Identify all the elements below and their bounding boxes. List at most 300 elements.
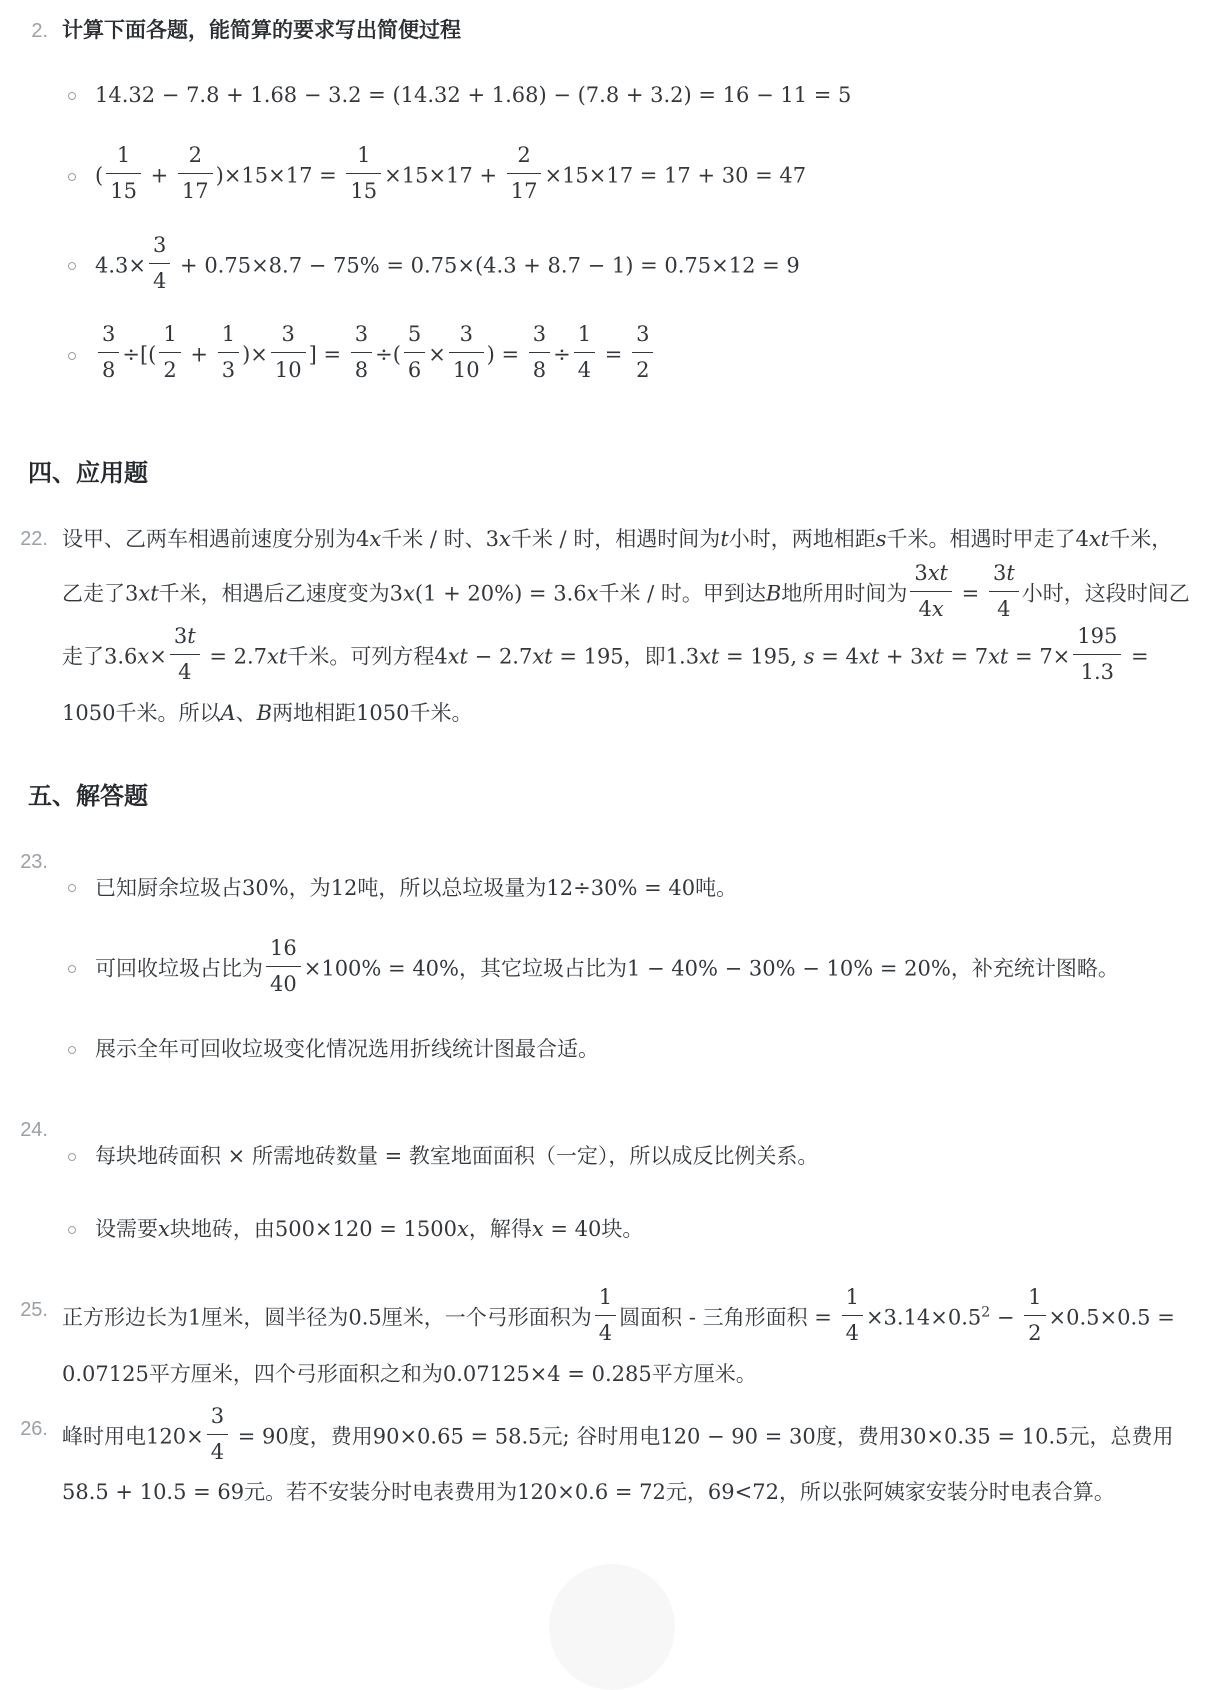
problem-item (18, 1107, 1190, 1279)
math-run: = 195, (719, 644, 804, 669)
text-run: 教室地面面积（一定），所以成反比例关系。 (408, 1145, 819, 1168)
math-run: 3 (210, 1403, 225, 1428)
math-run: ) = (486, 342, 526, 367)
fraction-denominator (106, 174, 141, 205)
fraction-denominator (266, 967, 301, 998)
text-run: 圆面积 (619, 1306, 683, 1330)
item-number: 26. (20, 1417, 48, 1440)
bullet-text (95, 1027, 1190, 1073)
math-variable: xt (923, 644, 944, 669)
fraction (178, 142, 213, 206)
math-run: 1 (577, 322, 592, 346)
math-variable: s (875, 526, 887, 551)
math-run: - (682, 1305, 703, 1330)
math-run: 15 (350, 179, 378, 204)
text-run: 时。甲到达 (660, 581, 766, 605)
text-run: 可回收垃圾占比为 (95, 956, 263, 980)
math-run: 4 (1075, 526, 1089, 551)
fraction-denominator (404, 353, 425, 384)
fraction-denominator (170, 655, 200, 686)
text-run: 吨。 (695, 876, 738, 900)
text-run: ，解得 (468, 1218, 532, 1241)
math-run: ×3.14×0.5 (865, 1305, 982, 1330)
math-run: 4 (598, 1321, 613, 1346)
math-run: 500×120 = 1500 (274, 1217, 457, 1241)
math-variable: t (720, 526, 729, 551)
math-run: 1 (598, 1285, 613, 1309)
text-run: 厘米，一个弓形面积为 (381, 1306, 592, 1330)
text-run: 千米。所以 (115, 701, 221, 725)
math-run: × (428, 342, 446, 367)
bullet-item (62, 145, 1190, 209)
fraction-numerator (266, 935, 301, 967)
bullet-text (95, 1206, 1190, 1253)
text-run: ，为 (288, 876, 331, 900)
math-run: 3 (914, 560, 928, 585)
item-body (62, 1287, 1190, 1398)
fraction-numerator (207, 1403, 228, 1435)
math-run: 8 (102, 358, 116, 383)
math-run: 16 (270, 935, 297, 960)
fraction-numerator (159, 321, 180, 353)
text-run: 、 (235, 701, 257, 725)
math-run: 1 (357, 143, 371, 167)
fraction-denominator (842, 1316, 863, 1347)
bullet-marker (62, 1148, 95, 1166)
fraction-denominator (351, 353, 372, 384)
text-run: 时、 (443, 527, 486, 551)
math-run: 3 (102, 322, 116, 346)
fraction-numerator (910, 560, 952, 592)
item-number: 22. (20, 527, 48, 550)
bullet-text (95, 935, 1190, 1002)
circle-bullet-icon (68, 1046, 76, 1054)
math-run: 3 (153, 232, 167, 257)
math-run: / (552, 526, 574, 551)
fraction-denominator (595, 1316, 616, 1347)
math-run: 2 (163, 358, 177, 383)
math-run: ; (562, 1423, 577, 1448)
math-run: 14.32 − 7.8 + 1.68 − 3.2 = (14.32 + 1.68) − (7.8 + 3.2) = 16 − 11 = 5 (95, 83, 852, 107)
text-run: 地所用时间为 (781, 581, 908, 605)
math-run: 2 (517, 143, 531, 167)
bullet-text (95, 324, 1190, 388)
bullet-marker (62, 1041, 95, 1059)
problem-item (18, 839, 1190, 1100)
math-variable: xt (699, 644, 720, 669)
fraction-numerator (507, 142, 542, 174)
math-run: × (149, 644, 167, 669)
math-run: 0.07125×4 = 0.285 (442, 1361, 652, 1386)
math-run: 0.5 (348, 1305, 382, 1330)
math-variable: xt (988, 644, 1009, 669)
math-run: 30% (242, 875, 289, 900)
text-run: 正方形边长为 (62, 1306, 188, 1330)
text-run: 元。若不安装分时电表费用为 (244, 1481, 518, 1504)
circle-bullet-icon (68, 1153, 76, 1161)
math-run: 4 (577, 358, 592, 383)
math-run: ÷[( (122, 342, 157, 367)
text-run: 千米。 (409, 701, 473, 725)
text-run: 块。 (601, 1218, 644, 1241)
fraction (266, 935, 301, 999)
fraction-denominator (207, 1435, 228, 1466)
fraction-numerator (574, 321, 595, 353)
text-run: 元，总费用 (1068, 1424, 1174, 1448)
math-run: 3 (992, 560, 1007, 585)
math-variable: B (256, 700, 273, 725)
fraction-numerator (1024, 1284, 1045, 1316)
circle-bullet-icon (68, 173, 76, 181)
bullet-item (62, 1206, 1190, 1253)
math-run: 2 (1028, 1321, 1042, 1346)
fraction (404, 321, 425, 385)
math-variable: x (158, 1217, 170, 1241)
bullet-marker (62, 879, 95, 897)
text-run: 三角形面积 (702, 1306, 808, 1330)
fraction-numerator (351, 321, 372, 353)
text-run: 度，费用 (815, 1424, 900, 1448)
text-run: 平方厘米。 (651, 1362, 757, 1386)
bullet-item (62, 324, 1190, 388)
fraction (218, 321, 239, 385)
math-run: 40 (270, 971, 297, 996)
math-run: 10 (452, 358, 480, 383)
math-run: 58.5 + 10.5 = 69 (62, 1480, 245, 1504)
fraction (1024, 1284, 1045, 1348)
fraction-numerator (1073, 623, 1121, 655)
math-run: 8 (354, 358, 369, 383)
math-run: 1 − 40% − 30% − 10% = 20% (627, 955, 951, 980)
bullet-item (62, 935, 1190, 1002)
math-run: = 1050 (62, 644, 1149, 725)
item-number: 24. (20, 1119, 48, 1141)
item-body (62, 1107, 1190, 1279)
bullet-text (95, 232, 1190, 299)
text-run: 吨，所以总垃圾量为 (357, 876, 547, 900)
fraction-denominator (149, 264, 170, 295)
fraction (989, 560, 1019, 624)
math-run: 17 (181, 179, 209, 204)
text-run: ，即 (623, 645, 666, 669)
math-run: 120 − 90 = 30 (660, 1423, 816, 1448)
math-run: 3 (389, 580, 404, 605)
math-run: 3 (221, 358, 236, 383)
text-run: 千米，乙走了 (62, 527, 1173, 605)
section-heading: 五、解答题 (28, 782, 148, 810)
math-run: )× (242, 342, 268, 367)
bullet-text (95, 72, 1190, 119)
circle-bullet-icon (68, 352, 76, 360)
fraction-denominator (632, 353, 653, 384)
fraction-numerator (106, 142, 141, 174)
math-run: 1.3 (665, 644, 700, 669)
text-run: 展示全年可回收垃圾变化情况选用折线统计图最合适。 (95, 1038, 599, 1061)
math-variable: xt (138, 580, 159, 605)
bullet-item (62, 1027, 1190, 1073)
fraction-denominator (574, 353, 595, 384)
math-run: 3 (459, 322, 473, 346)
math-run: = 40 (543, 1217, 602, 1241)
math-run: 1 (1028, 1285, 1042, 1309)
math-run: 2 (636, 358, 650, 383)
text-run: ，所以张阿姨家安装分时电表合算。 (778, 1481, 1115, 1504)
math-variable: t (1006, 560, 1015, 585)
math-variable: x (369, 526, 382, 551)
math-run: 30×0.35 = 10.5 (899, 1423, 1069, 1448)
circle-bullet-icon (68, 884, 76, 892)
math-variable: x (499, 526, 511, 551)
math-run: = 195 (552, 644, 624, 669)
math-run: 12÷30% = 40 (546, 875, 696, 900)
item-body (62, 16, 1190, 414)
math-variable: xt (927, 560, 948, 585)
math-run: = (807, 1305, 839, 1330)
text-run: 设甲、乙两车相遇前速度分别为 (62, 527, 356, 551)
math-variable: s (803, 644, 815, 669)
fraction-numerator (271, 321, 306, 353)
paragraph (62, 516, 1190, 737)
text-run: 设需要 (95, 1218, 158, 1241)
fraction (149, 232, 170, 296)
text-run: 小时，两地相距 (728, 527, 876, 551)
section-heading: 四、应用题 (28, 459, 148, 487)
text-run: 两地相距 (272, 701, 357, 725)
problem-item (18, 1287, 1190, 1398)
text-run: 时，相遇时间为 (573, 527, 721, 551)
math-run: 3 (532, 322, 547, 346)
fraction (170, 623, 200, 687)
bullet-marker (62, 347, 95, 365)
fraction (346, 142, 381, 206)
item-number: 23. (20, 850, 48, 873)
paragraph (62, 1403, 1190, 1517)
math-variable: x (137, 644, 150, 669)
math-run: ×15×17 = 17 + 30 = 47 (544, 163, 807, 188)
math-run: 120× (146, 1423, 204, 1448)
fraction-denominator (1024, 1316, 1045, 1347)
text-run: 平方厘米，四个弓形面积之和为 (148, 1362, 443, 1386)
circle-bullet-icon (68, 965, 76, 973)
math-variable: x (931, 596, 944, 621)
fraction-numerator (149, 232, 170, 264)
fraction-denominator (449, 353, 484, 384)
text-run: 千米 (598, 581, 641, 605)
fraction (910, 560, 952, 624)
math-run: 120×0.6 = 72 (517, 1480, 666, 1504)
document-content (18, 16, 1190, 1516)
fraction-numerator (178, 142, 213, 174)
math-run: 3 (125, 580, 139, 605)
fraction (507, 142, 542, 206)
fraction (632, 321, 653, 385)
text-run: 元 (541, 1424, 563, 1448)
math-run: 1 (163, 322, 177, 346)
bullet-marker (62, 87, 95, 105)
fraction (842, 1284, 863, 1348)
fraction-denominator (507, 174, 542, 205)
math-variable: xt (447, 644, 468, 669)
math-run: 4.3× (95, 252, 146, 277)
math-run: = (598, 342, 630, 367)
fraction-numerator (404, 321, 425, 353)
item-body (62, 1403, 1190, 1517)
math-run: 8 (532, 358, 547, 383)
fraction (595, 1284, 616, 1348)
fraction-denominator (98, 353, 119, 384)
math-run: 1050 (356, 700, 410, 725)
fraction-denominator (910, 592, 952, 623)
text-run: 度，费用 (288, 1424, 373, 1448)
fraction (106, 142, 141, 206)
fraction (529, 321, 550, 385)
math-variable: A (220, 700, 236, 725)
math-run: 15 (110, 179, 137, 204)
math-run: 4 (845, 1321, 859, 1346)
fraction-numerator (98, 321, 119, 353)
math-run: + (183, 342, 215, 367)
problem-item (18, 1403, 1190, 1517)
fraction (271, 321, 306, 385)
fraction-numerator (595, 1284, 616, 1316)
text-run: 已知厨余垃圾占 (95, 876, 242, 900)
fraction-denominator (529, 353, 550, 384)
math-run: ×0.5×0.5 = 0.07125 (62, 1305, 1175, 1386)
item-body (62, 516, 1190, 737)
math-run: × (221, 1144, 252, 1168)
math-run: − 2.7 (468, 644, 533, 669)
text-run: 谷时用电 (576, 1424, 661, 1448)
circle-bullet-icon (68, 92, 76, 100)
problem-item (18, 516, 1190, 737)
math-run: 17 (510, 179, 538, 204)
fraction-numerator (449, 321, 484, 353)
text-run: 千米，相遇后乙速度变为 (158, 581, 390, 605)
math-run: 6 (407, 358, 422, 383)
fraction-denominator (1073, 655, 1121, 686)
text-run: 千米。相遇时甲走了 (886, 527, 1076, 551)
math-run: + 3 (879, 644, 924, 669)
math-variable: x (403, 580, 415, 605)
bullet-marker (62, 960, 95, 978)
fraction-denominator (271, 353, 306, 384)
math-run: ] = (308, 342, 348, 367)
fraction-denominator (159, 353, 180, 384)
math-run: 2 (188, 143, 202, 167)
text-run: 元， (665, 1481, 708, 1504)
math-run: 5 (407, 322, 422, 346)
math-variable: x (531, 1217, 544, 1241)
math-run: = 90 (231, 1423, 289, 1448)
fraction (159, 321, 180, 385)
fraction-numerator (529, 321, 550, 353)
math-run: 4 (356, 526, 370, 551)
math-variable: xt (532, 644, 553, 669)
fraction-numerator (218, 321, 239, 353)
fraction (574, 321, 595, 385)
text-run: 千米 (381, 527, 424, 551)
superscript: 2 (981, 1304, 991, 1321)
math-run: 69<72 (707, 1480, 779, 1504)
math-run: / (640, 580, 661, 605)
fraction (207, 1403, 228, 1467)
math-run: 3.6 (104, 644, 138, 669)
math-run: 4 (210, 1439, 225, 1464)
fraction (351, 321, 372, 385)
fraction (1073, 623, 1121, 687)
fraction-numerator (632, 321, 653, 353)
math-run: 10 (274, 358, 302, 383)
bullet-item (62, 232, 1190, 299)
math-run: = (955, 580, 986, 605)
math-run: 3 (173, 624, 188, 648)
paragraph (62, 1287, 1190, 1398)
bullet-marker (62, 168, 95, 186)
bullet-item (62, 72, 1190, 119)
fraction-denominator (178, 174, 213, 205)
circle-bullet-icon (68, 1226, 76, 1234)
fraction-numerator (842, 1284, 863, 1316)
math-run: 1.3 (1080, 660, 1115, 685)
math-run: = 2.7 (202, 644, 268, 669)
math-run: 4 (178, 660, 192, 685)
item-title: 计算下面各题，能简算的要求写出简便过程 (62, 19, 461, 42)
math-variable: t (187, 624, 196, 648)
math-variable: xt (858, 644, 880, 669)
bullet-item (62, 1133, 1190, 1180)
math-run: + 0.75×8.7 − 75% = 0.75×(4.3 + 8.7 − 1) = 0.75×12 = 9 (173, 252, 800, 277)
text-run: 所需地砖数量 (251, 1145, 378, 1168)
math-variable: xt (267, 644, 288, 669)
math-run: − (990, 1305, 1022, 1330)
math-run: 1 (221, 322, 236, 346)
math-run: 195 (1077, 624, 1118, 648)
math-run: 4 (997, 596, 1011, 621)
bullet-text (95, 865, 1190, 912)
bullet-text (95, 1133, 1190, 1180)
math-run: 90×0.65 = 58.5 (372, 1423, 542, 1448)
text-run: ，补充统计图略。 (950, 956, 1119, 980)
math-run: 3 (485, 526, 500, 551)
math-run: = 7 (943, 644, 989, 669)
math-run: + (143, 163, 175, 188)
math-run: = 7× (1008, 644, 1071, 669)
fraction-numerator (346, 142, 381, 174)
math-run: 1 (188, 1305, 202, 1330)
circle-bullet-icon (68, 262, 76, 270)
math-run: 4 (434, 644, 448, 669)
item-number: 2. (31, 20, 48, 42)
bottom-floating-circle (549, 1564, 675, 1690)
math-run: = 4 (814, 644, 859, 669)
text-run: 峰时用电 (62, 1424, 146, 1448)
fraction-numerator (170, 623, 200, 655)
fraction-denominator (989, 592, 1019, 623)
fraction-denominator (218, 353, 239, 384)
math-run: / (423, 526, 444, 551)
math-run: ×15×17 + (384, 163, 504, 188)
text-run: 每块地砖面积 (95, 1145, 221, 1168)
math-run: ×100% = 40% (303, 955, 459, 980)
math-run: = (377, 1144, 409, 1168)
problem-item (18, 16, 1190, 414)
math-run: 3 (281, 322, 295, 346)
fraction-numerator (989, 560, 1019, 592)
text-run: 厘米，圆半径为 (201, 1306, 349, 1330)
item-number: 25. (20, 1299, 48, 1321)
math-run: ÷ (553, 342, 571, 367)
math-variable: x (586, 580, 599, 605)
